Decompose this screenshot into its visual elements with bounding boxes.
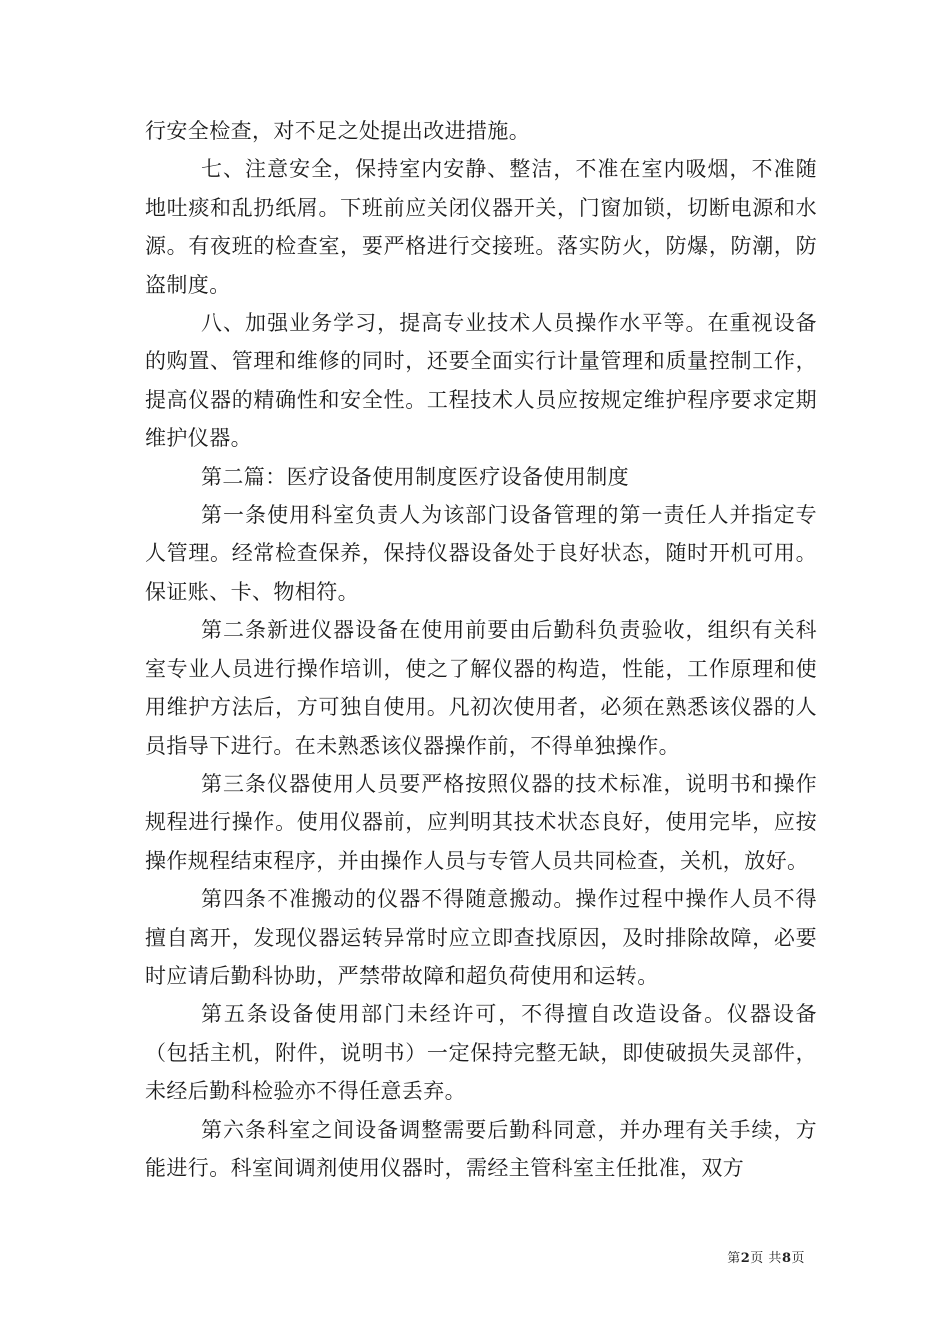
paragraph-8: 第四条不准搬动的仪器不得随意搬动。操作过程中操作人员不得擅自离开，发现仪器运转异常时应立即查找原因，及时排除故障，必要时应请后勤科协助，严禁带故障和超负荷使用和运转。: [145, 887, 817, 988]
paragraph-5: 第一条使用科室负责人为该部门设备管理的第一责任人并指定专人管理。经常检查保养，保持仪器设备处于良好状态，随时开机可用。保证账、卡、物相符。: [145, 503, 817, 604]
paragraph-9: 第五条设备使用部门未经许可，不得擅自改造设备。仪器设备（包括主机，附件，说明书）一定保持完整无缺，即使破损失灵部件，未经后勤科检验亦不得任意丢弃。: [145, 1002, 817, 1104]
paragraph-3: 八、加强业务学习，提高专业技术人员操作水平等。在重视设备的购置、管理和维修的同时，还要全面实行计量管理和质量控制工作，提高仪器的精确性和安全性。工程技术人员应按规定维护程序要求定期维护仪器。: [145, 311, 817, 451]
paragraph-1: 行安全检查，对不足之处提出改进措施。: [145, 119, 531, 143]
footer-suffix: 页: [791, 1251, 805, 1266]
document-body: [145, 112, 817, 1187]
current-page-number: 2: [740, 1251, 751, 1266]
footer-prefix: 第: [727, 1251, 741, 1266]
paragraph-2: 七、注意安全，保持室内安静、整洁，不准在室内吸烟，不准随地吐痰和乱扔纸屑。下班前应关闭仪器开关，门窗加锁，切断电源和水源。有夜班的检查室，要严格进行交接班。落实防火，防爆，防潮，防盗制度。: [145, 157, 817, 297]
total-page-number: 8: [781, 1251, 792, 1266]
page-footer: [640, 1247, 805, 1266]
paragraph-10: 第六条科室之间设备调整需要后勤科同意，并办理有关手续，方能进行。科室间调剂使用仪器时，需经主管科室主任批准，双方: [145, 1117, 817, 1180]
section-heading: 第二篇：医疗设备使用制度医疗设备使用制度: [201, 464, 629, 489]
footer-middle: 页 共: [750, 1251, 782, 1266]
paragraph-6: 第二条新进仪器设备在使用前要由后勤科负责验收，组织有关科室专业人员进行操作培训，使之了解仪器的构造，性能，工作原理和使用维护方法后，方可独自使用。凡初次使用者，必须在熟悉该仪器的人员指导下进行。在未熟悉该仪器操作前，不得单独操作。: [145, 618, 817, 758]
paragraph-7: 第三条仪器使用人员要严格按照仪器的技术标准，说明书和操作规程进行操作。使用仪器前，应判明其技术状态良好，使用完毕，应按操作规程结束程序，并由操作人员与专管人员共同检查，关机，放好。: [145, 771, 817, 873]
